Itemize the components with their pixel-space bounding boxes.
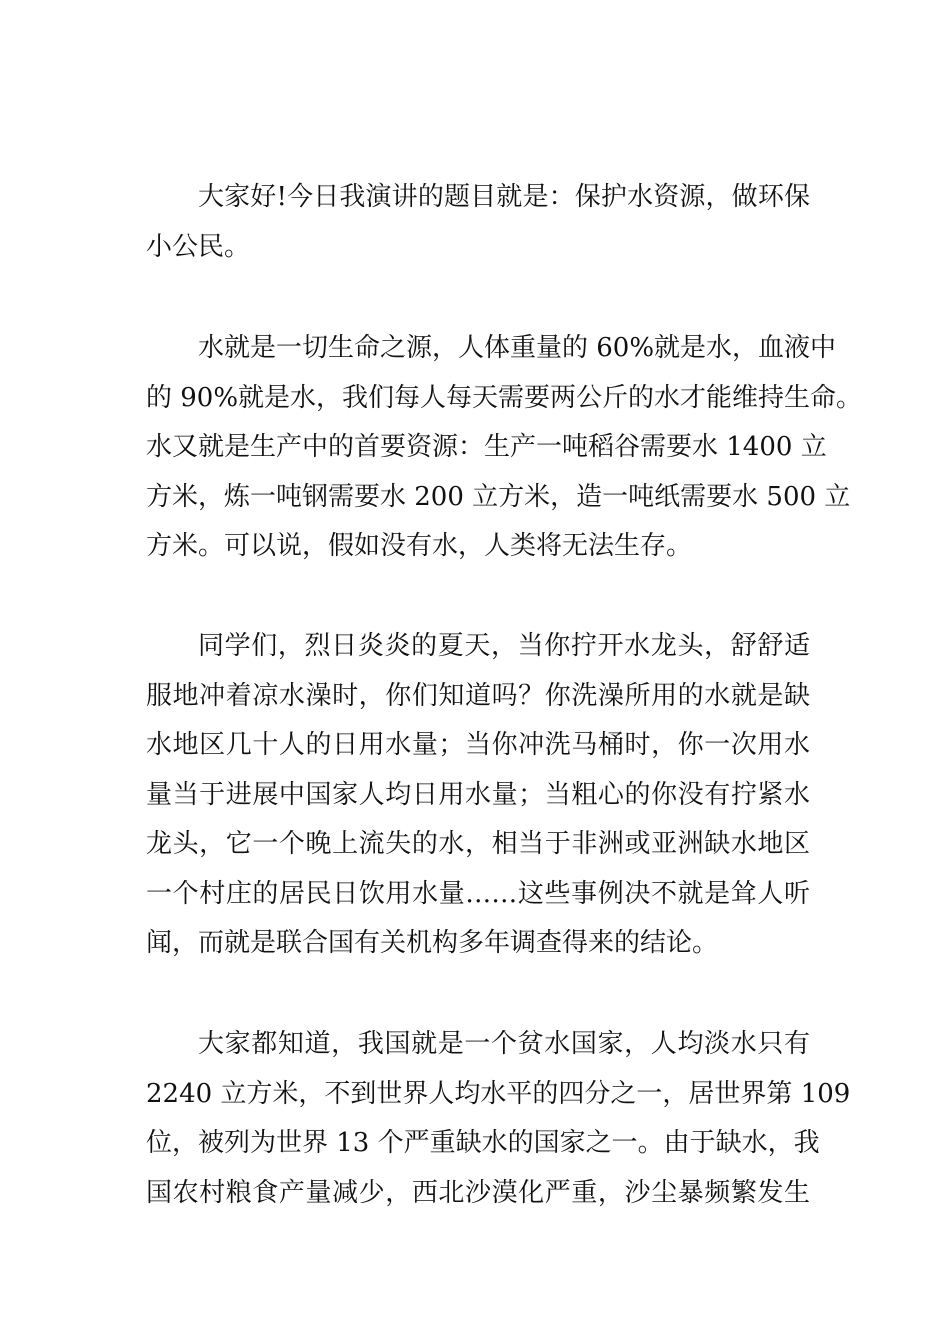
text-line: 位，被列为世界 13 个严重缺水的国家之一。由于缺水，我 [146, 1128, 820, 1158]
text-line: 小公民。 [146, 231, 251, 262]
paragraph-opening [146, 173, 810, 272]
paragraph-water-source [146, 324, 863, 572]
text-line: 方米。可以说，假如没有水，人类将无法生存。 [146, 531, 693, 561]
text-line: 大家都知道，我国就是一个贫水国家，人均淡水只有 [198, 1029, 810, 1059]
text-line: 的 90%就是水，我们每人每天需要两公斤的水才能维持生命。 [146, 382, 863, 413]
text-line: 一个村庄的居民日饮用水量……这些事例决不就是耸人听 [146, 878, 810, 909]
paragraph-water-shortage [146, 1020, 851, 1218]
text-line: 国农村粮食产量减少，西北沙漠化严重，沙尘暴频繁发生 [146, 1177, 810, 1208]
paragraph-daily-usage [146, 622, 810, 969]
text-line: 水又就是生产中的首要资源：生产一吨稻谷需要水 1400 立 [146, 432, 827, 462]
text-line: 服地冲着凉水澡时，你们知道吗？你洗澡所用的水就是缺 [146, 680, 810, 711]
text-line: 闻，而就是联合国有关机构多年调查得来的结论。 [146, 928, 719, 958]
text-line: 2240 立方米，不到世界人均水平的四分之一，居世界第 109 [146, 1078, 851, 1109]
text-line: 量当于进展中国家人均日用水量；当粗心的你没有拧紧水 [146, 779, 810, 810]
text-line: 方米，炼一吨钢需要水 200 立方米，造一吨纸需要水 500 立 [146, 481, 851, 512]
text-line: 水地区几十人的日用水量；当你冲洗马桶时，你一次用水 [146, 730, 810, 760]
text-line: 龙头，它一个晚上流失的水，相当于非洲或亚洲缺水地区 [146, 829, 810, 859]
text-line: 水就是一切生命之源，人体重量的 60%就是水，血液中 [198, 333, 837, 363]
text-line: 同学们，烈日炎炎的夏天，当你拧开水龙头，舒舒适 [198, 631, 810, 661]
text-line: 大家好!今日我演讲的题目就是：保护水资源，做环保 [198, 182, 810, 212]
